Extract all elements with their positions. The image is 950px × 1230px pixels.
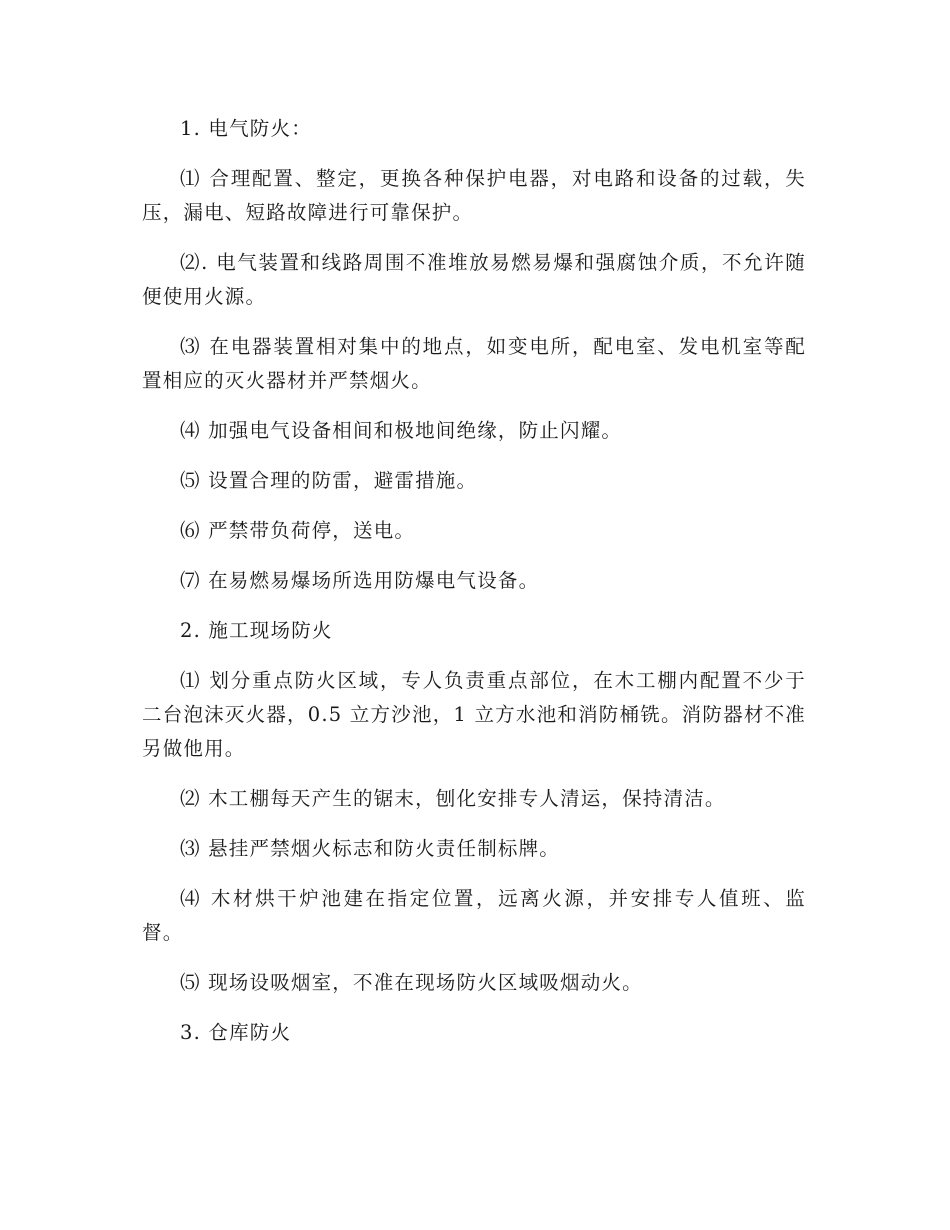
paragraph: ⑴ 合理配置、整定，更换各种保护电器，对电路和设备的过载，失压，漏电、短路故障进行可靠保护。 [142, 167, 806, 224]
document-page [142, 112, 806, 1066]
section-heading-site: 2. 施工现场防火 [180, 619, 333, 642]
paragraph: ⑷ 加强电气设备相间和极地间绝缘，防止闪耀。 [180, 419, 623, 442]
paragraph: ⑶ 悬挂严禁烟火标志和防火责任制标牌。 [180, 837, 560, 860]
paragraph: ⑹ 严禁带负荷停，送电。 [180, 519, 416, 542]
paragraph: ⑵ 木工棚每天产生的锯末，刨化安排专人清运，保持清洁。 [180, 787, 726, 810]
paragraph: ⑸ 设置合理的防雷，避雷措施。 [180, 469, 478, 492]
section-heading-electrical: 1. 电气防火： [180, 117, 312, 140]
section-heading-warehouse: 3. 仓库防火 [180, 1021, 292, 1044]
paragraph: ⑴ 划分重点防火区域，专人负责重点部位，在木工棚内配置不少于二台泡沫灭火器，0.5 立方沙池，1 立方水池和消防桶铣。消防器材不准另做他用。 [142, 669, 806, 760]
paragraph: ⑺ 在易燃易爆场所选用防爆电气设备。 [180, 569, 540, 592]
paragraph: ⑸ 现场设吸烟室，不准在现场防火区域吸烟动火。 [180, 971, 643, 994]
paragraph: ⑷ 木材烘干炉池建在指定位置，远离火源，并安排专人值班、监督。 [142, 887, 806, 944]
paragraph: ⑶ 在电器装置相对集中的地点，如变电所，配电室、发电机室等配置相应的灭火器材并严禁烟火。 [142, 335, 806, 392]
paragraph: ⑵. 电气装置和线路周围不准堆放易燃易爆和强腐蚀介质，不允许随便使用火源。 [142, 251, 806, 308]
